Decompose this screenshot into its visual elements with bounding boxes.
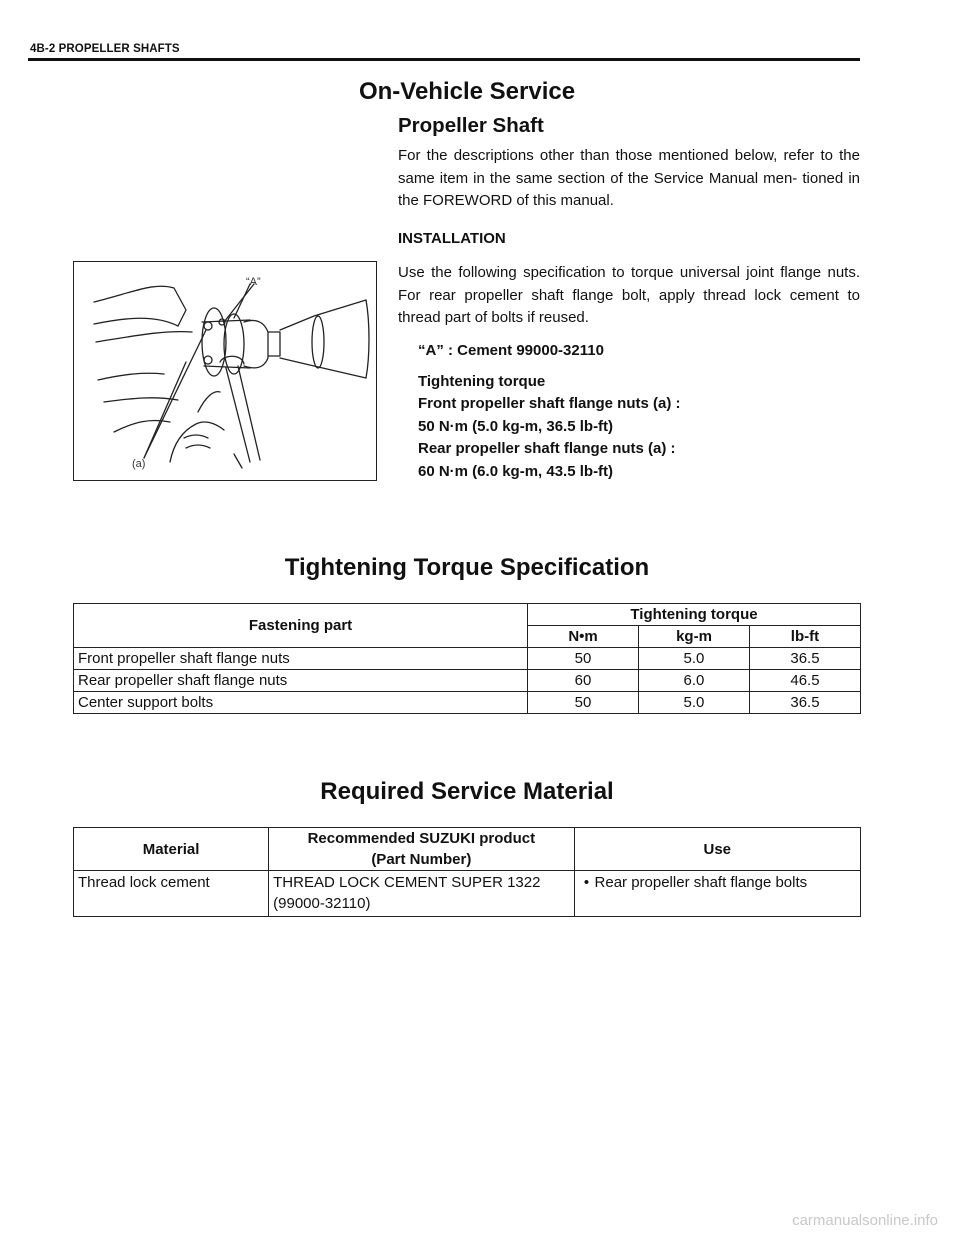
torque-part-cell: Center support bolts: [74, 692, 528, 714]
torque-part-cell: Rear propeller shaft flange nuts: [74, 670, 528, 692]
figure-label-nut: (a): [132, 458, 146, 470]
torque-header-part: Fastening part: [74, 604, 528, 648]
front-flange-value: 50 N·m (5.0 kg-m, 36.5 lb-ft): [418, 417, 614, 435]
torque-nm-cell: 50: [528, 648, 639, 670]
section-title-on-vehicle: On-Vehicle Service: [358, 78, 576, 105]
installation-paragraph: Use the following specification to torque universal joint flange nuts. For rear propeller shaft flange bolt, apply thread lock cement to thread part of bolts if reused.: [398, 264, 860, 326]
torque-header-group: Tightening torque: [528, 604, 861, 626]
torque-unit-nm: N•m: [528, 626, 639, 648]
header-rule: [28, 58, 860, 61]
bullet-icon: •: [583, 874, 590, 891]
torque-lbft-cell: 36.5: [749, 692, 860, 714]
page-header: 4B-2 PROPELLER SHAFTS: [30, 43, 180, 55]
torque-kgm-cell: 5.0: [639, 692, 750, 714]
product-name: THREAD LOCK CEMENT SUPER 1322: [273, 874, 541, 891]
installation-spec-block: [418, 340, 681, 483]
propeller-shaft-illustration: [73, 261, 377, 481]
torque-spec-table: [73, 603, 861, 714]
torque-nm-cell: 60: [528, 670, 639, 692]
torque-heading: Tightening torque: [418, 372, 546, 390]
table-row: [74, 692, 861, 714]
torque-part-cell: Front propeller shaft flange nuts: [74, 648, 528, 670]
rear-flange-value: 60 N·m (6.0 kg-m, 43.5 lb-ft): [418, 462, 614, 480]
front-flange-label: Front propeller shaft flange nuts (a) :: [418, 395, 681, 412]
torque-kgm-cell: 6.0: [639, 670, 750, 692]
torque-unit-kgm: kg-m: [639, 626, 750, 648]
table-row: [74, 871, 861, 917]
material-header-product-line2: (Part Number): [371, 851, 472, 868]
table-row: [74, 648, 861, 670]
material-header-material: Material: [74, 828, 269, 871]
product-cell: [269, 871, 574, 917]
torque-lbft-cell: 46.5: [749, 670, 860, 692]
section-title-torque-spec: Tightening Torque Specification: [284, 554, 650, 581]
table-row: [74, 670, 861, 692]
illustration-drawing: [74, 262, 376, 480]
service-material-table: [73, 827, 861, 917]
material-cell: Thread lock cement: [74, 871, 269, 917]
watermark: carmanualsonline.info: [792, 1212, 938, 1229]
intro-paragraph: For the descriptions other than those mentioned below, refer to the same item in the same section of the Service Manual men- tioned in the FOREWORD of this manual.: [398, 147, 860, 209]
subsection-title-propeller-shaft: Propeller Shaft: [398, 114, 544, 137]
torque-nm-cell: 50: [528, 692, 639, 714]
figure-label-a: “A”: [246, 276, 261, 288]
use-text: Rear propeller shaft flange bolts: [594, 874, 808, 891]
section-title-material: Required Service Material: [320, 778, 614, 805]
cement-note: “A” : Cement 99000-32110: [418, 342, 604, 359]
installation-heading: INSTALLATION: [398, 230, 506, 247]
material-header-product: [269, 828, 574, 871]
torque-unit-lbft: lb-ft: [749, 626, 860, 648]
torque-kgm-cell: 5.0: [639, 648, 750, 670]
material-header-use: Use: [574, 828, 860, 871]
rear-flange-label: Rear propeller shaft flange nuts (a) :: [418, 440, 676, 457]
torque-lbft-cell: 36.5: [749, 648, 860, 670]
use-cell: [574, 871, 860, 917]
product-number: (99000-32110): [273, 895, 371, 912]
material-header-product-line1: Recommended SUZUKI product: [307, 830, 536, 847]
